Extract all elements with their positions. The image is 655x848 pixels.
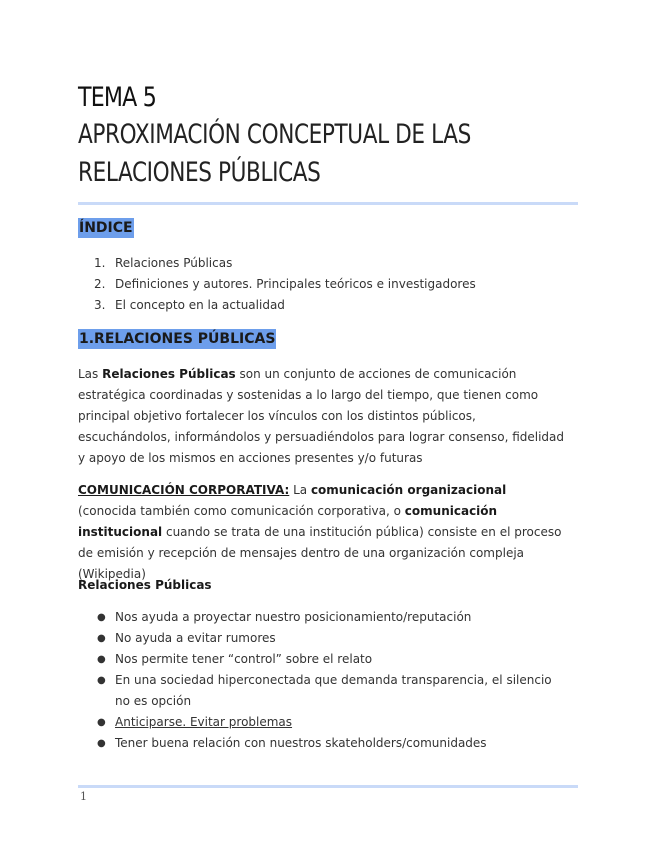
section-1-heading: 1.RELACIONES PÚBLICAS [79, 331, 276, 347]
bullet-item: ● Tener buena relación con nuestros skateholders/comunidades [78, 733, 568, 754]
bullet-icon: ● [97, 654, 106, 665]
footer-divider [78, 785, 578, 788]
bullet-item: ● En una sociedad hiperconectada que demanda transparencia, el silencio no es opción [78, 670, 568, 712]
title-divider [78, 202, 578, 205]
relaciones-publicas-bullets [78, 607, 568, 754]
bullet-item: ● Anticiparse. Evitar problemas [78, 712, 568, 733]
bullet-item: ● Nos ayuda a proyectar nuestro posicionamiento/reputación [78, 607, 568, 628]
indice-item: 3. El concepto en la actualidad [94, 298, 285, 312]
bullet-icon: ● [97, 612, 106, 623]
comunicacion-corporativa-paragraph: COMUNICACIÓN CORPORATIVA: La comunicación organizacional (conocida también como comunicación corporativa, o comunicación institucional cuando se trata de una institución pública) consiste en el proceso de emisión y recepción de mensajes dentro de una organización compleja (Wikipedia) [78, 483, 562, 581]
bullet-icon: ● [97, 675, 106, 686]
title-block [78, 80, 578, 192]
document-title-line-2: RELACIONES PÚBLICAS [78, 157, 321, 188]
page-number: 1 [80, 790, 87, 803]
indice-heading: ÍNDICE [79, 220, 133, 236]
document-title-line-1: APROXIMACIÓN CONCEPTUAL DE LAS [78, 119, 471, 150]
relaciones-publicas-subheading: Relaciones Públicas [78, 578, 212, 592]
relaciones-publicas-definition: Las Relaciones Públicas son un conjunto de acciones de comunicación estratégica coordinadas y sostenidas a lo largo del tiempo, que tienen como principal objetivo fortalecer los vínculos con los distintos públicos, escuchándolos, informándolos y persuadiéndolos para lograr consenso, fidelidad y apoyo de los mismos en acciones presentes y/o futuras [78, 367, 565, 465]
bullet-item: ● No ayuda a evitar rumores [78, 628, 568, 649]
comunicacion-corporativa-label: COMUNICACIÓN CORPORATIVA: [78, 483, 290, 497]
bullet-icon: ● [97, 633, 106, 644]
bullet-item: ● Nos permite tener “control” sobre el relato [78, 649, 568, 670]
tema-number: TEMA 5 [78, 82, 156, 113]
bullet-icon: ● [97, 738, 106, 749]
bullet-icon: ● [97, 717, 106, 728]
indice-list [78, 253, 568, 316]
indice-item: 1. Relaciones Públicas [94, 256, 233, 270]
indice-item: 2. Definiciones y autores. Principales teóricos e investigadores [94, 277, 476, 291]
